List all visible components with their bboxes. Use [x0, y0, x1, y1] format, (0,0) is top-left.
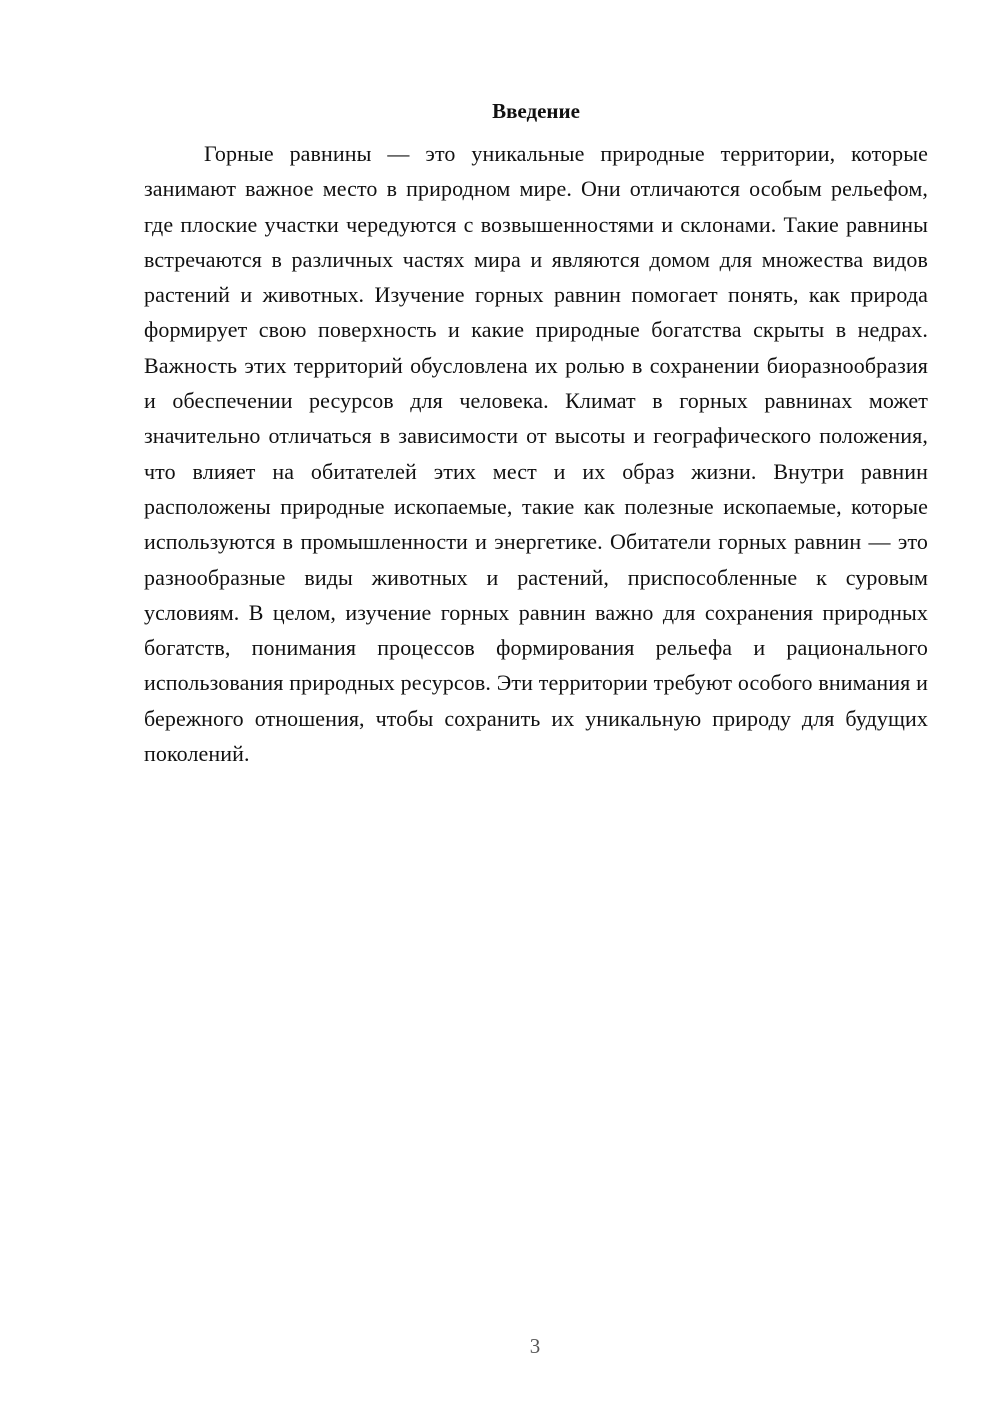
body-paragraph: Горные равнины — это уникальные природные территории, которые занимают важное место в природном мире. Они отличаются особым рельефом, где плоские участки чередуются с возвышенностями и склонами. Такие равнины встречаются в различных частях мира и являются домом для множества видов растений и животных. Изучение горных равнин помогает понять, как природа формирует свою поверхность и какие природные богатства скрыты в недрах. Важность этих территорий обусловлена их ролью в сохранении биоразнообразия и обеспечении ресурсов для человека. Климат в горных равнинах может значительно отличаться в зависимости от высоты и географического положения, что влияет на обитателей этих мест и их образ жизни. Внутри равнин расположены природные ископаемые, такие как полезные ископаемые, которые используются в промышленности и энергетике. Обитатели горных равнин — это разнообразные виды животных и растений, приспособленные к суровым условиям. В целом, изучение горных равнин важно для сохранения природных богатств, понимания процессов формирования рельефа и рационального использования природных ресурсов. Эти территории требуют особого внимания и бережного отношения, чтобы сохранить их уникальную природу для будущих поколений.	[144, 141, 928, 767]
page-content	[144, 95, 928, 771]
section-title: Введение	[492, 99, 580, 123]
page-number: 3	[529, 1334, 541, 1358]
